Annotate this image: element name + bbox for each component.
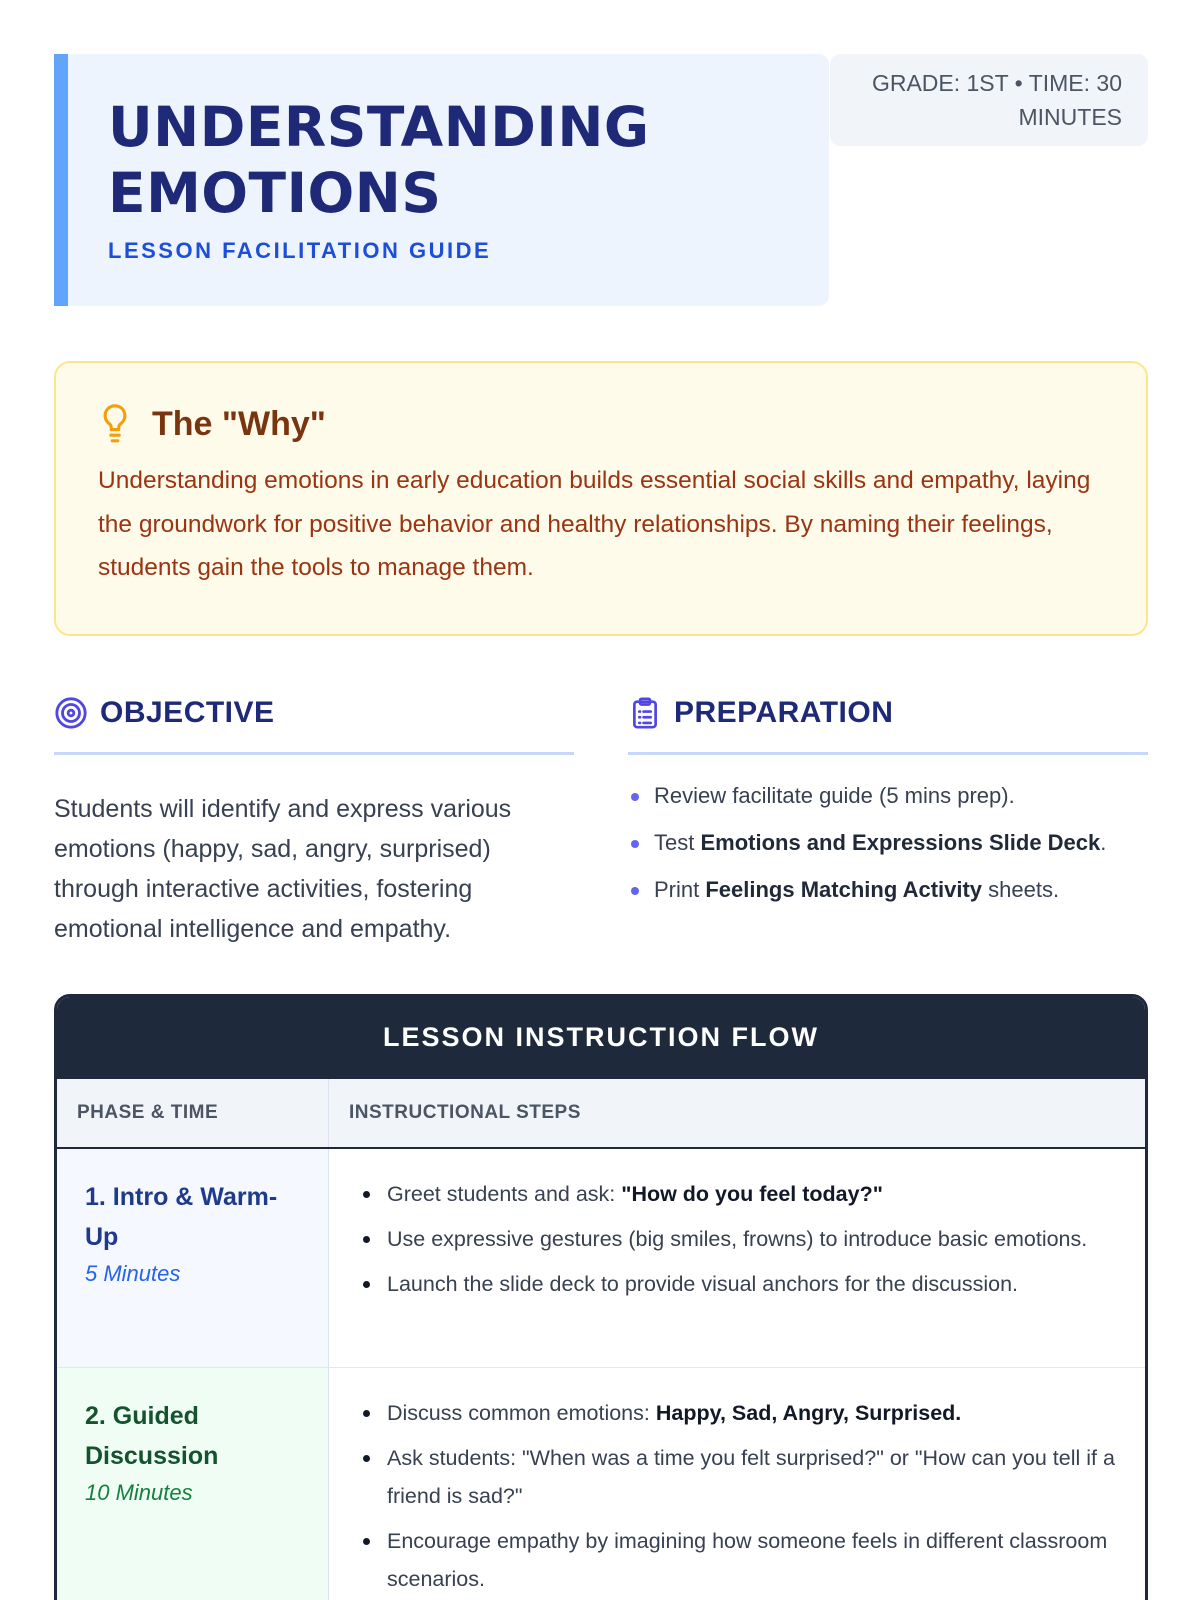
steps-list — [361, 1175, 1117, 1303]
title-line-1: UNDERSTANDING — [108, 95, 650, 159]
page-title — [108, 94, 829, 226]
prep-item: Test Emotions and Expressions Slide Deck. — [628, 828, 1148, 858]
target-icon — [54, 696, 88, 730]
steps-list — [361, 1394, 1117, 1598]
step-item: Discuss common emotions: Happy, Sad, Angry, Surprised. — [361, 1394, 1117, 1432]
step-item: Ask students: "When was a time you felt surprised?" or "How can you tell if a friend is sad?" — [361, 1439, 1117, 1515]
prep-item: Review facilitate guide (5 mins prep). — [628, 781, 1148, 811]
phase-cell — [57, 1368, 329, 1600]
column-header-phase: PHASE & TIME — [57, 1079, 329, 1147]
objective-title: OBJECTIVE — [100, 696, 275, 729]
step-item: Greet students and ask: "How do you feel today?" — [361, 1175, 1117, 1213]
lesson-flow-title: LESSON INSTRUCTION FLOW — [57, 997, 1145, 1079]
activity-sheet-name: Feelings Matching Activity — [705, 877, 983, 902]
why-title: The "Why" — [152, 404, 326, 443]
lightbulb-icon — [98, 403, 132, 445]
preparation-heading — [628, 688, 1148, 755]
preparation-title: PREPARATION — [674, 696, 894, 729]
why-heading — [98, 403, 1106, 445]
grade-time-line-2: MINUTES — [1018, 104, 1122, 130]
step-item: Use expressive gestures (big smiles, frowns) to introduce basic emotions. — [361, 1220, 1117, 1258]
phase-name: 1. Intro & Warm-Up — [85, 1183, 278, 1251]
objective-text: Students will identify and express various emotions (happy, sad, angry, surprised) through interactive activities, fostering emotional intelligence and empathy. — [54, 795, 512, 943]
step-item: Launch the slide deck to provide visual anchors for the discussion. — [361, 1265, 1117, 1303]
objective-heading — [54, 688, 574, 755]
slide-deck-name: Emotions and Expressions Slide Deck — [700, 830, 1101, 855]
step-item: Encourage empathy by imagining how someone feels in different classroom scenarios. — [361, 1522, 1117, 1598]
column-header-steps: INSTRUCTIONAL STEPS — [349, 1102, 581, 1123]
objective-section — [54, 688, 574, 949]
grade-time-line-1: GRADE: 1ST • TIME: 30 — [871, 70, 1122, 96]
phase-time: 10 Minutes — [85, 1480, 193, 1505]
table-row — [57, 1368, 1145, 1600]
title-line-2: EMOTIONS — [108, 161, 442, 225]
why-callout — [54, 361, 1148, 636]
table-header — [57, 1079, 1145, 1149]
prep-item: Print Feelings Matching Activity sheets. — [628, 875, 1148, 905]
lesson-flow-table — [54, 994, 1148, 1600]
why-text: Understanding emotions in early education builds essential social skills and empathy, laying the groundwork for positive behavior and healthy relationships. By naming their feelings, students gain the tools to manage them. — [98, 467, 1091, 581]
table-row — [57, 1149, 1145, 1368]
title-banner — [54, 54, 829, 306]
clipboard-icon — [628, 696, 662, 730]
steps-cell — [329, 1149, 1145, 1367]
phase-name: 2. Guided Discussion — [85, 1402, 219, 1470]
grade-time-badge — [830, 54, 1148, 146]
preparation-section — [628, 688, 1148, 922]
page-subtitle: LESSON FACILITATION GUIDE — [108, 238, 492, 263]
preparation-list — [628, 781, 1148, 905]
steps-cell — [329, 1368, 1145, 1600]
phase-time: 5 Minutes — [85, 1261, 181, 1286]
phase-cell — [57, 1149, 329, 1367]
